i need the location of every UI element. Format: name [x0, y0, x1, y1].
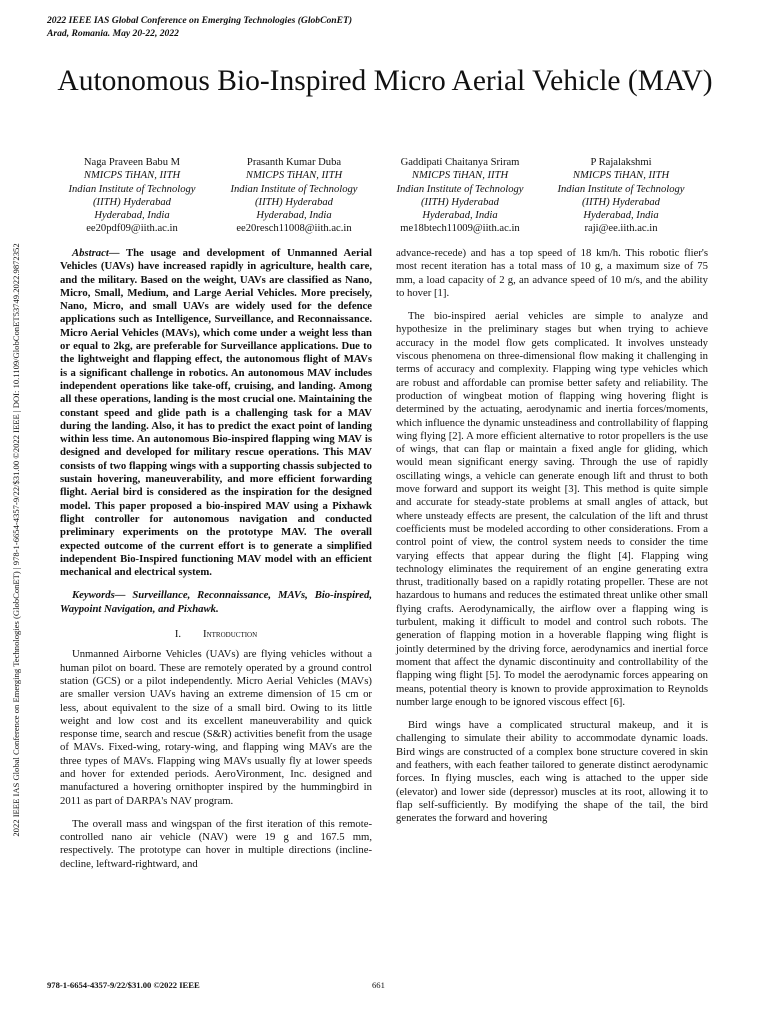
author-2 [214, 156, 374, 236]
author-name: Gaddipati Chaitanya Sriram [400, 157, 520, 168]
author-4 [541, 156, 701, 236]
author-city: Hyderabad, India [94, 210, 170, 222]
intro-paragraph-2: The overall mass and wingspan of the first iteration of this remote-controlled nano air vehicle (NAV) were 19 g and 167.5 mm, respectively. The prototype can hover in multiple directions (incline-decline, leftward-rightward, and [60, 817, 372, 870]
author-dept: NMICPS TiHAN, IITH [83, 170, 181, 182]
author-institute: Indian Institute of Technology [557, 183, 685, 195]
author-institute: Indian Institute of Technology [230, 183, 358, 195]
section-heading [60, 628, 372, 641]
author-dept: NMICPS TiHAN, IITH [245, 170, 343, 182]
keywords: Keywords— Surveillance, Reconnaissance, MAVs, Bio-inspired, Waypoint Navigation, and Pixhawk. [60, 589, 372, 615]
author-dept: NMICPS TiHAN, IITH [572, 170, 670, 182]
author-name: P Rajalakshmi [590, 157, 652, 168]
conference-header [47, 14, 352, 40]
author-city: Hyderabad, India [583, 210, 659, 222]
body-paragraph-2: The bio-inspired aerial vehicles are simple to analyze and hypothesize in the preliminary stages but when trying to achieve accuracy in the model flow gets complicated. It involves unsteady viscous phenomena on three-dimensional flow making it challenging in terms of accuracy and complexity. Flapping wing type vehicles which are robust and affordable can promise better safety and reliability. The production of wingbeat motion of flapping wing hovering flight is determined by the actuating, aerodynamic and inertia forces/moments, which influence the dynamic unsteadiness and controllability of flapping wing flying [2]. A more efficient alternative to rotor propellers is the use of wings, that can flap or maintain a fixed angle for gliding, which would mean significant energy saving. Through the use of rapidly oscillating wings, a vehicle can generate enough lift and thrust to both move forward and support its weight [3]. This method is quite simple and accurate for steady-state problems at small angles of attack, but where unsteady effects are present, the calculation of the lift and thrust coefficients must be modeled according to other considerations. From a control point of view, the control system needs to consider the time varying effects that appear during the flight [4]. Flapping wing technology eliminates the requirement of an engine generating extra thrust, traditionally based on a rapidly rotating propeller. These are not hazardous to humans and reduces the estimated threat unlike other small flying crafts. Aerodynamically, the airflow over a flapping wing is turbulent, making it difficult to model and control such robots. The generation of flapping motion in a hoverable flapping wing flight is jointly determined by the driving force, aerodynamics and inertial force moment that affect the dynamic discontinuity and controllability of the flapping wing flight [5]. To model the aerodynamic forces appearing on means, potential theory is known to provide approximation to Reynolds number large enough to be ignored viscous effect [6]. [396, 310, 708, 708]
author-institute: Indian Institute of Technology [68, 183, 196, 195]
section-number: I. [174, 628, 182, 641]
author-dept: NMICPS TiHAN, IITH [411, 170, 509, 182]
author-institute-2: (IITH) Hyderabad [582, 196, 660, 208]
author-institute-2: (IITH) Hyderabad [255, 196, 333, 208]
body-paragraph-continued: advance-recede) and has a top speed of 18 km/h. This robotic flier's most recent iteration has a total mass of 10 g, a maximum size of 75 mm, a load capacity of 2 g, an advance speed of 10 m/s, and the ability to hover [1]. [396, 247, 708, 299]
abstract-label: Abstract— [72, 247, 120, 259]
right-column [396, 247, 708, 825]
author-name: Prasanth Kumar Duba [246, 157, 342, 168]
author-institute-2: (IITH) Hyderabad [93, 196, 171, 208]
author-email: raji@ee.iith.ac.in [584, 223, 658, 235]
author-city: Hyderabad, India [422, 210, 498, 222]
page-number: 661 [372, 980, 385, 990]
section-title: Introduction [203, 628, 258, 641]
abstract [60, 247, 372, 579]
author-institute: Indian Institute of Technology [396, 183, 524, 195]
author-email: ee20resch11008@iith.ac.in [236, 223, 352, 235]
author-1 [52, 156, 212, 236]
author-name: Naga Praveen Babu M [83, 157, 181, 168]
body-paragraph-3: Bird wings have a complicated structural makeup, and it is challenging to simulate their ability to accommodate dynamic loads. Bird wings are constructed of a complex bone structure covered in skin and feathers, with each feather tailored to generate distinct aerodynamic forces. In flying muscles, each wing is attached to the upper side (elevator) and lower side (depressor) muscles at its root, allowing it to flap self-sufficiently. By modifying the shape of the tail, the bird generates the forward and hovering [396, 719, 708, 825]
author-3 [380, 156, 540, 236]
conference-location: Arad, Romania. May 20-22, 2022 [47, 28, 179, 39]
side-citation-note: 2022 IEEE IAS Global Conference on Emerging Technologies (GlobConET) | 978-1-6654-4357-9/22/$31.00 ©2022 IEEE | DOI: 10.1109/GlobConET53749.2022.9872352 [11, 243, 21, 837]
paper-title: Autonomous Bio-Inspired Micro Aerial Vehicle (MAV) [57, 65, 713, 97]
conference-name: 2022 IEEE IAS Global Conference on Emerging Technologies (GlobConET) [47, 15, 353, 26]
author-institute-2: (IITH) Hyderabad [421, 196, 499, 208]
footer-isbn: 978-1-6654-4357-9/22/$31.00 ©2022 IEEE [47, 980, 200, 990]
abstract-text: The usage and development of Unmanned Aerial Vehicles (UAVs) have increased rapidly in agriculture, health care, and the military. Based on the weight, UAVs are classified as Nano, Micro, Small, Medium, and Large Aerial Vehicles. More precisely, Nano, Micro, and small UAVs are widely used for the defence applications such as Intelligence, Surveillance, and Reconnaissance. Micro Aerial Vehicles (MAVs), which come under a weight less than or equal to 2kg, are preferable for Surveillance applications. Due to the lightweight and flapping effect, the autonomous flight of MAVs is a significant challenge in robotics. An autonomous MAV includes independent operations like take-off, cruising, and landing. Among all these operations, landing is the most crucial one. Maintaining the constant speed and glide path is a challenging task for a MAV during the landing. Also, it has to predict the exact point of landing within less time. An autonomous Bio-inspired flapping wing MAV is designed and developed for military rescue operations. This MAV consists of two flapping wings with a supporting chassis subjected to sustain hovering, maneuverability, and more efficient forwarding flight. Aerial bird is considered as the inspiration for the designed model. This paper proposed a bio-inspired MAV using a Pixhawk flight controller for autonomous navigation and conducted preliminary experiments on the prototype MAV. The overall expected outcome of the current effort is to generate a simplified independent Bio-Inspired functioning MAV model with an efficient mechanical and electrical system. [60, 247, 372, 579]
intro-paragraph-1: Unmanned Airborne Vehicles (UAVs) are flying vehicles without a human pilot on board. These are remotely operated by a ground control station (GCS) or a pilot independently. Micro Aerial Vehicles (MAVs) are smaller version UAVs having an extreme dimension of 15 cm or less, about equivalent to the size of a small bird. Owing to its little weight and low cost and its excellent maneuverability and quick response time, search and rescue (S&R) activities benefit from the usage of MAVs. Fixed-wing, rotary-wing, and flapping wing MAVs are the three types of MAVs. Flapping wing MAVs usually fly at lower speeds and hover for extended periods. AeroVironment, Inc. designed and manufactured a hovering ornithopter inspired by the hummingbird in 2011 as part of DARPA's NAV program. [60, 648, 372, 807]
author-email: me18btech11009@iith.ac.in [400, 223, 520, 235]
left-column [60, 247, 372, 871]
author-email: ee20pdf09@iith.ac.in [86, 223, 178, 235]
author-city: Hyderabad, India [256, 210, 332, 222]
